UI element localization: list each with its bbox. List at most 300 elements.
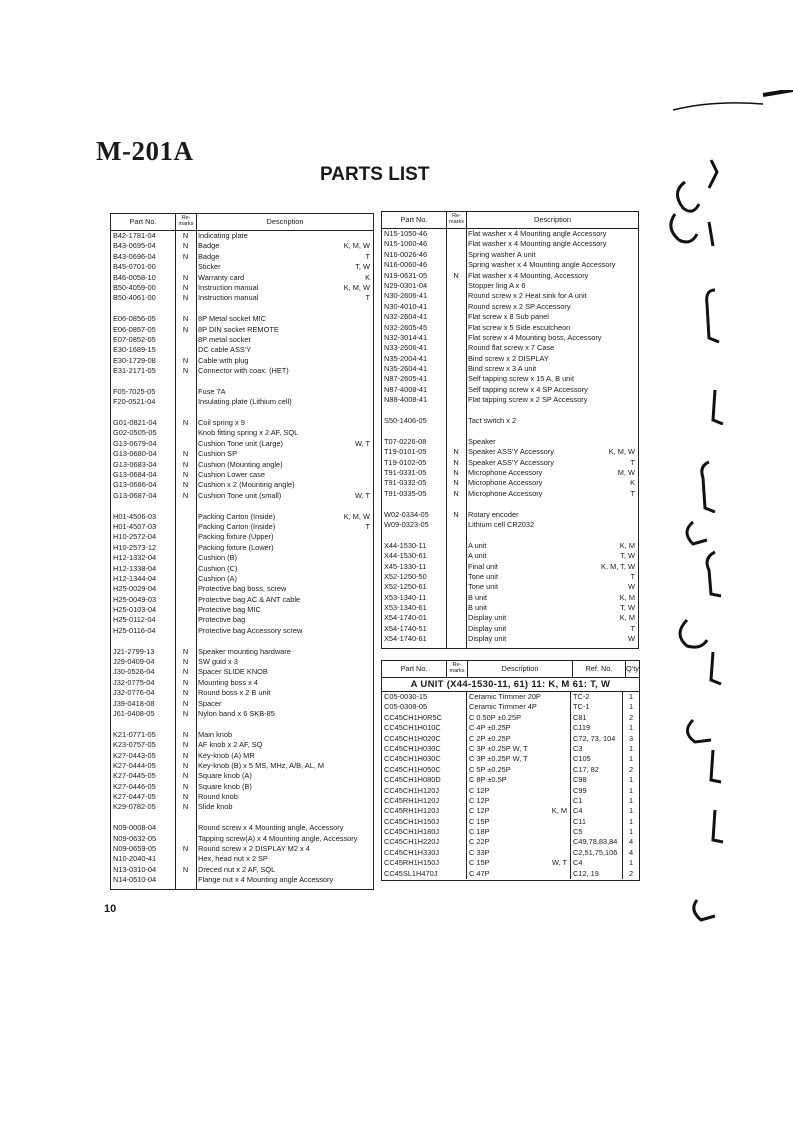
- description-text: Spacer SLIDE KNOB: [198, 667, 268, 677]
- description-text: Flange nut x 4 Mounting angle Accessory: [198, 875, 334, 885]
- part-number: K29-0782-05: [113, 802, 156, 812]
- table-row: [382, 562, 638, 572]
- destination-code: [370, 854, 373, 864]
- description-cell: [466, 765, 570, 775]
- ref-number: C72, 73, 104: [570, 734, 622, 744]
- description-text: C 0.50P ±0.25P: [469, 712, 521, 722]
- part-number: N29-0301-04: [384, 280, 428, 290]
- destination-code: [370, 647, 373, 657]
- remarks-cell: N: [182, 355, 189, 365]
- remarks-cell: [175, 574, 196, 584]
- description-cell: [196, 366, 373, 376]
- description-text: Speaker: [468, 436, 496, 446]
- description-text: C 4P ±0.25P: [469, 723, 511, 733]
- ref-number: C4: [570, 858, 622, 868]
- table-row: [382, 458, 638, 468]
- description-text: Flat screw x 5 Side escutcheon: [468, 322, 571, 332]
- table-row: [382, 489, 638, 499]
- right-table-body: [382, 229, 638, 645]
- remarks-cell: N: [182, 490, 189, 500]
- remarks-cell: [446, 239, 466, 249]
- part-number: T19-0101-05: [384, 447, 427, 457]
- description-cell: [466, 229, 638, 239]
- part-number: CC45CH1H220J: [384, 837, 440, 847]
- table-row: [111, 397, 373, 407]
- destination-code: W, T: [354, 438, 370, 448]
- remarks-cell: N: [182, 792, 189, 802]
- description-cell: [466, 603, 638, 613]
- description-text: Final unit: [468, 561, 498, 571]
- part-number: X52-1250-61: [384, 582, 427, 592]
- table-row: [111, 366, 373, 376]
- part-number: K27-0443-05: [113, 750, 156, 760]
- table-row: [111, 543, 373, 553]
- description-text: Badge: [198, 251, 220, 261]
- description-text: C 12P: [469, 795, 490, 805]
- description-text: Sticker: [198, 262, 221, 272]
- part-number: [111, 636, 175, 646]
- ref-number: C2,51,75,106: [570, 848, 622, 858]
- part-number: B50-4059-00: [113, 282, 156, 292]
- quantity: 1: [622, 786, 639, 796]
- part-number: K27-0446-05: [113, 781, 156, 791]
- destination-code: T: [365, 251, 370, 261]
- destination-code: T: [365, 293, 370, 303]
- remarks-cell: [175, 854, 196, 864]
- description-text: Display unit: [468, 623, 507, 633]
- part-number: F20-0521-04: [113, 397, 156, 407]
- description-text: [198, 813, 370, 823]
- destination-code: [370, 335, 373, 345]
- table-row: [111, 657, 373, 667]
- destination-code: [370, 761, 373, 771]
- destination-code: T, W: [620, 551, 635, 561]
- ref-number: C11: [570, 817, 622, 827]
- description-text: Cushion Tone unit (Large): [198, 438, 283, 448]
- description-cell: [196, 657, 373, 667]
- part-number: X52-1250-50: [384, 571, 427, 581]
- description-cell: [466, 702, 570, 712]
- part-number: N35-2604-41: [384, 364, 428, 374]
- part-number: N30-4010-41: [384, 301, 428, 311]
- description-text: [198, 304, 370, 314]
- table-row: [382, 406, 638, 416]
- part-number: H25-0029-04: [113, 584, 157, 594]
- table-row: [111, 345, 373, 355]
- remarks-cell: N: [453, 457, 459, 467]
- description-cell: [196, 751, 373, 761]
- remarks-cell: [175, 501, 196, 511]
- ref-number: C12, 19: [570, 869, 622, 879]
- description-cell: [196, 470, 373, 480]
- remarks-cell: N: [182, 781, 189, 791]
- ref-number: C1: [570, 796, 622, 806]
- description-cell: [466, 837, 570, 847]
- ref-number: TC-2: [570, 692, 622, 702]
- quantity: 1: [622, 817, 639, 827]
- remarks-cell: [446, 530, 466, 540]
- remarks-cell: [175, 376, 196, 386]
- remarks-cell: N: [182, 366, 189, 376]
- description-text: C 8P ±0.5P: [469, 775, 507, 785]
- description-text: Lithium cell CR2032: [468, 519, 535, 529]
- remarks-cell: N: [182, 657, 189, 667]
- table-row: [111, 460, 373, 470]
- description-cell: [196, 688, 373, 698]
- description-text: B unit: [468, 603, 487, 613]
- description-text: C 22P: [469, 837, 490, 847]
- destination-code: [370, 792, 373, 802]
- description-text: Dreced nut x 2 AF, SQL: [198, 864, 276, 874]
- part-number: E06-0857-05: [113, 324, 156, 334]
- part-number: H25-0116-04: [113, 625, 156, 635]
- table-row: [111, 376, 373, 386]
- description-cell: [196, 532, 373, 542]
- remarks-cell: [446, 302, 466, 312]
- description-text: Square knob (A): [198, 771, 252, 781]
- ref-number: C17, 82: [570, 765, 622, 775]
- destination-code: T: [630, 488, 635, 498]
- part-number: [111, 304, 175, 314]
- part-number: C05-0308-05: [384, 702, 428, 712]
- description-text: SW guid x 3: [198, 657, 238, 667]
- destination-code: [370, 460, 373, 470]
- ref-number: C81: [570, 713, 622, 723]
- description-text: Speaker ASS'Y Accessory: [468, 447, 554, 457]
- table-row: [382, 437, 638, 447]
- remarks-cell: [175, 813, 196, 823]
- remarks-cell: [446, 426, 466, 436]
- part-number: K27-0447-05: [113, 792, 156, 802]
- col-part-no: Part No.: [382, 661, 447, 677]
- destination-code: [635, 239, 638, 249]
- description-cell: [466, 634, 638, 644]
- description-text: C 47P: [469, 868, 490, 878]
- remarks-cell: [446, 582, 466, 592]
- remarks-cell: [446, 624, 466, 634]
- a-unit-title: A UNIT (X44-1530-11, 61) 11: K, M 61: T, W: [382, 678, 639, 692]
- part-number: H12-1338-04: [113, 563, 157, 573]
- description-text: C 3P ±0.25P W, T: [469, 754, 528, 764]
- description-cell: [196, 844, 373, 854]
- part-number: B46-0058-10: [113, 272, 156, 282]
- destination-code: [370, 376, 373, 386]
- table-row: [382, 260, 638, 270]
- description-cell: [466, 806, 570, 816]
- description-cell: [466, 510, 638, 520]
- description-text: Cushion x 2 (Mounting angle): [198, 480, 295, 490]
- remarks-cell: N: [182, 729, 189, 739]
- description-cell: [466, 260, 638, 270]
- destination-code: [370, 730, 373, 740]
- part-number: [111, 813, 175, 823]
- part-number: F05-7025-05: [113, 386, 156, 396]
- description-text: Cushion (Mounting angle): [198, 459, 283, 469]
- remarks-cell: [446, 416, 466, 426]
- description-text: Microphone Accessory: [468, 478, 543, 488]
- remarks-cell: [446, 385, 466, 395]
- description-text: DC cable ASS'Y: [198, 345, 252, 355]
- remarks-cell: N: [182, 750, 189, 760]
- col-ref-no: Ref. No.: [573, 661, 626, 677]
- description-text: 8P Metal socket MIC: [198, 314, 267, 324]
- table-row: [111, 470, 373, 480]
- part-number: N32-2605-45: [384, 322, 428, 332]
- part-number: J61-0408-05: [113, 708, 155, 718]
- part-number: H25-0103-04: [113, 605, 157, 615]
- table-row: [111, 647, 373, 657]
- table-row: [382, 323, 638, 333]
- remarks-cell: [175, 439, 196, 449]
- table-row: [382, 541, 638, 551]
- table-row: [111, 688, 373, 698]
- remarks-cell: [175, 522, 196, 532]
- description-text: Flat washer x 4 Mounting angle Accessory: [468, 239, 607, 249]
- remarks-cell: N: [453, 478, 459, 488]
- remarks-cell: [446, 291, 466, 301]
- description-cell: [196, 834, 373, 844]
- table-row: [111, 241, 373, 251]
- table-row: [111, 844, 373, 854]
- description-text: Warranty card: [198, 272, 245, 282]
- remarks-cell: N: [182, 667, 189, 677]
- description-cell: [196, 771, 373, 781]
- part-number: G13-0683-04: [113, 459, 157, 469]
- remarks-cell: N: [182, 771, 189, 781]
- remarks-cell: [175, 875, 196, 885]
- part-number: [382, 406, 446, 416]
- description-cell: [466, 713, 570, 723]
- remarks-cell: N: [182, 459, 189, 469]
- description-text: Hex, head nut x 2 SP: [198, 854, 268, 864]
- remarks-cell: [175, 564, 196, 574]
- destination-code: [635, 364, 638, 374]
- description-text: Protective bag: [198, 615, 246, 625]
- description-text: Tact switch x 2: [468, 416, 517, 426]
- description-cell: [196, 252, 373, 262]
- remarks-cell: [175, 512, 196, 522]
- part-number: G13-0684-04: [113, 469, 157, 479]
- description-text: C 15P: [469, 816, 490, 826]
- description-cell: [466, 312, 638, 322]
- right-parts-table: [381, 211, 639, 649]
- ref-number: C5: [570, 827, 622, 837]
- part-number: K23-0757-05: [113, 740, 156, 750]
- description-cell: [196, 304, 373, 314]
- part-number: CC45CH1H030C: [384, 743, 441, 753]
- destination-code: [635, 333, 638, 343]
- part-number: CC45CH1H050C: [384, 764, 441, 774]
- remarks-cell: N: [182, 241, 189, 251]
- destination-code: [635, 271, 638, 281]
- page-number: 10: [104, 903, 117, 915]
- description-text: Round knob: [198, 792, 238, 802]
- remarks-cell: [446, 354, 466, 364]
- description-cell: [196, 875, 373, 885]
- destination-code: K, M, W: [343, 282, 370, 292]
- description-text: [468, 406, 635, 416]
- binder-rings-decoration: [653, 90, 793, 950]
- remarks-cell: [175, 335, 196, 345]
- description-cell: [466, 869, 570, 879]
- table-row: [111, 439, 373, 449]
- remarks-cell: N: [453, 509, 459, 519]
- part-number: N09-0632-05: [113, 833, 157, 843]
- part-number: J32-0775-04: [113, 677, 155, 687]
- table-row: [111, 740, 373, 750]
- destination-code: [370, 325, 373, 335]
- destination-code: [370, 782, 373, 792]
- description-cell: [196, 802, 373, 812]
- description-text: Self tapping screw x 15 A, B unit: [468, 374, 574, 384]
- destination-code: [635, 416, 638, 426]
- table-row: [111, 553, 373, 563]
- part-number: X45-1330-11: [384, 561, 427, 571]
- destination-code: [370, 802, 373, 812]
- description-text: A unit: [468, 540, 487, 550]
- description-cell: [466, 239, 638, 249]
- part-number: X54-1740-01: [384, 613, 427, 623]
- part-number: E07-0852-05: [113, 334, 156, 344]
- description-cell: [466, 562, 638, 572]
- description-text: [468, 426, 635, 436]
- description-cell: [466, 437, 638, 447]
- part-number: H12-1332-04: [113, 553, 157, 563]
- destination-code: [635, 426, 638, 436]
- description-text: Key-knob (A) MR: [198, 750, 255, 760]
- table-row: [382, 291, 638, 301]
- destination-code: K, M: [619, 540, 635, 550]
- remarks-cell: [446, 323, 466, 333]
- description-cell: [466, 499, 638, 509]
- table-row: [111, 449, 373, 459]
- remarks-cell: N: [182, 418, 189, 428]
- description-cell: [196, 335, 373, 345]
- table-row: [382, 796, 639, 806]
- description-text: Cushion (B): [198, 553, 238, 563]
- description-text: Flat tapping screw x 2 SP Accessory: [468, 395, 588, 405]
- description-text: Microphone Accessory: [468, 467, 543, 477]
- description-text: [468, 499, 635, 509]
- destination-code: [370, 595, 373, 605]
- left-table-body: [111, 231, 373, 886]
- part-number: CC45CH1H080D: [384, 775, 441, 785]
- destination-code: [370, 501, 373, 511]
- description-cell: [466, 613, 638, 623]
- part-number: CC45CH1H030C: [384, 754, 441, 764]
- description-cell: [466, 374, 638, 384]
- description-text: Protective bag boss, screw: [198, 584, 287, 594]
- destination-code: [370, 480, 373, 490]
- part-number: G01-0821-04: [113, 418, 157, 428]
- part-number: CC45CH1H180J: [384, 827, 440, 837]
- part-number: X53-1340-11: [384, 592, 427, 602]
- description-cell: [466, 385, 638, 395]
- part-number: CC45CH1H330J: [384, 847, 440, 857]
- description-cell: [466, 572, 638, 582]
- table-row: [111, 782, 373, 792]
- description-text: Protective bag AC & ANT cable: [198, 594, 301, 604]
- table-row: [382, 426, 638, 436]
- table-row: [382, 374, 638, 384]
- table-row: [382, 692, 639, 702]
- description-cell: [196, 813, 373, 823]
- table-row: [382, 468, 638, 478]
- destination-code: K, M: [619, 613, 635, 623]
- remarks-cell: N: [182, 688, 189, 698]
- table-row: [111, 418, 373, 428]
- table-row: [382, 775, 639, 785]
- part-number: X44-1530-11: [384, 540, 427, 550]
- description-text: Key-knob (B) x 5 MS, MHz, A/B, AL, M: [198, 760, 325, 770]
- table-row: [111, 823, 373, 833]
- quantity: 2: [622, 869, 639, 879]
- destination-code: [635, 437, 638, 447]
- remarks-cell: [446, 260, 466, 270]
- description-text: Ceramic Tirmmer 4P: [469, 702, 537, 712]
- remarks-cell: [175, 262, 196, 272]
- description-cell: [466, 426, 638, 436]
- description-cell: [196, 356, 373, 366]
- quantity: 1: [622, 702, 639, 712]
- remarks-cell: N: [182, 480, 189, 490]
- remarks-cell: N: [453, 467, 459, 477]
- table-row: [382, 613, 638, 623]
- table-row: [382, 302, 638, 312]
- table-row: [111, 283, 373, 293]
- part-number: T91-0331-05: [384, 467, 427, 477]
- destination-code: [370, 657, 373, 667]
- col-part-no: Part No.: [382, 212, 447, 228]
- description-cell: [196, 761, 373, 771]
- destination-code: [370, 532, 373, 542]
- part-number: N10-2040-41: [113, 854, 157, 864]
- description-text: Badge: [198, 241, 220, 251]
- description-cell: [196, 460, 373, 470]
- part-number: W02-0334-05: [384, 509, 429, 519]
- remarks-cell: [175, 543, 196, 553]
- remarks-cell: [446, 250, 466, 260]
- remarks-cell: N: [182, 293, 189, 303]
- description-text: 8P DIN socket REMOTE: [198, 324, 279, 334]
- destination-code: [370, 397, 373, 407]
- description-text: [468, 530, 635, 540]
- part-number: B50-4061-00: [113, 293, 156, 303]
- destination-code: K, M, W: [608, 447, 635, 457]
- remarks-cell: [175, 397, 196, 407]
- description-cell: [196, 584, 373, 594]
- description-text: C 2P ±0.25P: [469, 733, 511, 743]
- description-cell: [196, 387, 373, 397]
- description-text: Indicating plate: [198, 231, 248, 240]
- destination-code: [370, 304, 373, 314]
- description-text: Round flat screw x 7 Case: [468, 343, 555, 353]
- part-number: G02-0505-05: [113, 428, 157, 438]
- ref-number: C4: [570, 806, 622, 816]
- ref-number: C99: [570, 786, 622, 796]
- description-cell: [196, 522, 373, 532]
- remarks-cell: [175, 304, 196, 314]
- description-cell: [466, 520, 638, 530]
- part-number: N88-4008-41: [384, 395, 428, 405]
- description-text: [198, 376, 370, 386]
- table-row: [382, 593, 638, 603]
- description-text: Speaker ASS'Y Accessory: [468, 457, 554, 467]
- description-cell: [466, 458, 638, 468]
- part-number: N32-3014-41: [384, 332, 428, 342]
- table-row: [111, 584, 373, 594]
- description-text: Insulating plate (Lithium cell): [198, 397, 292, 407]
